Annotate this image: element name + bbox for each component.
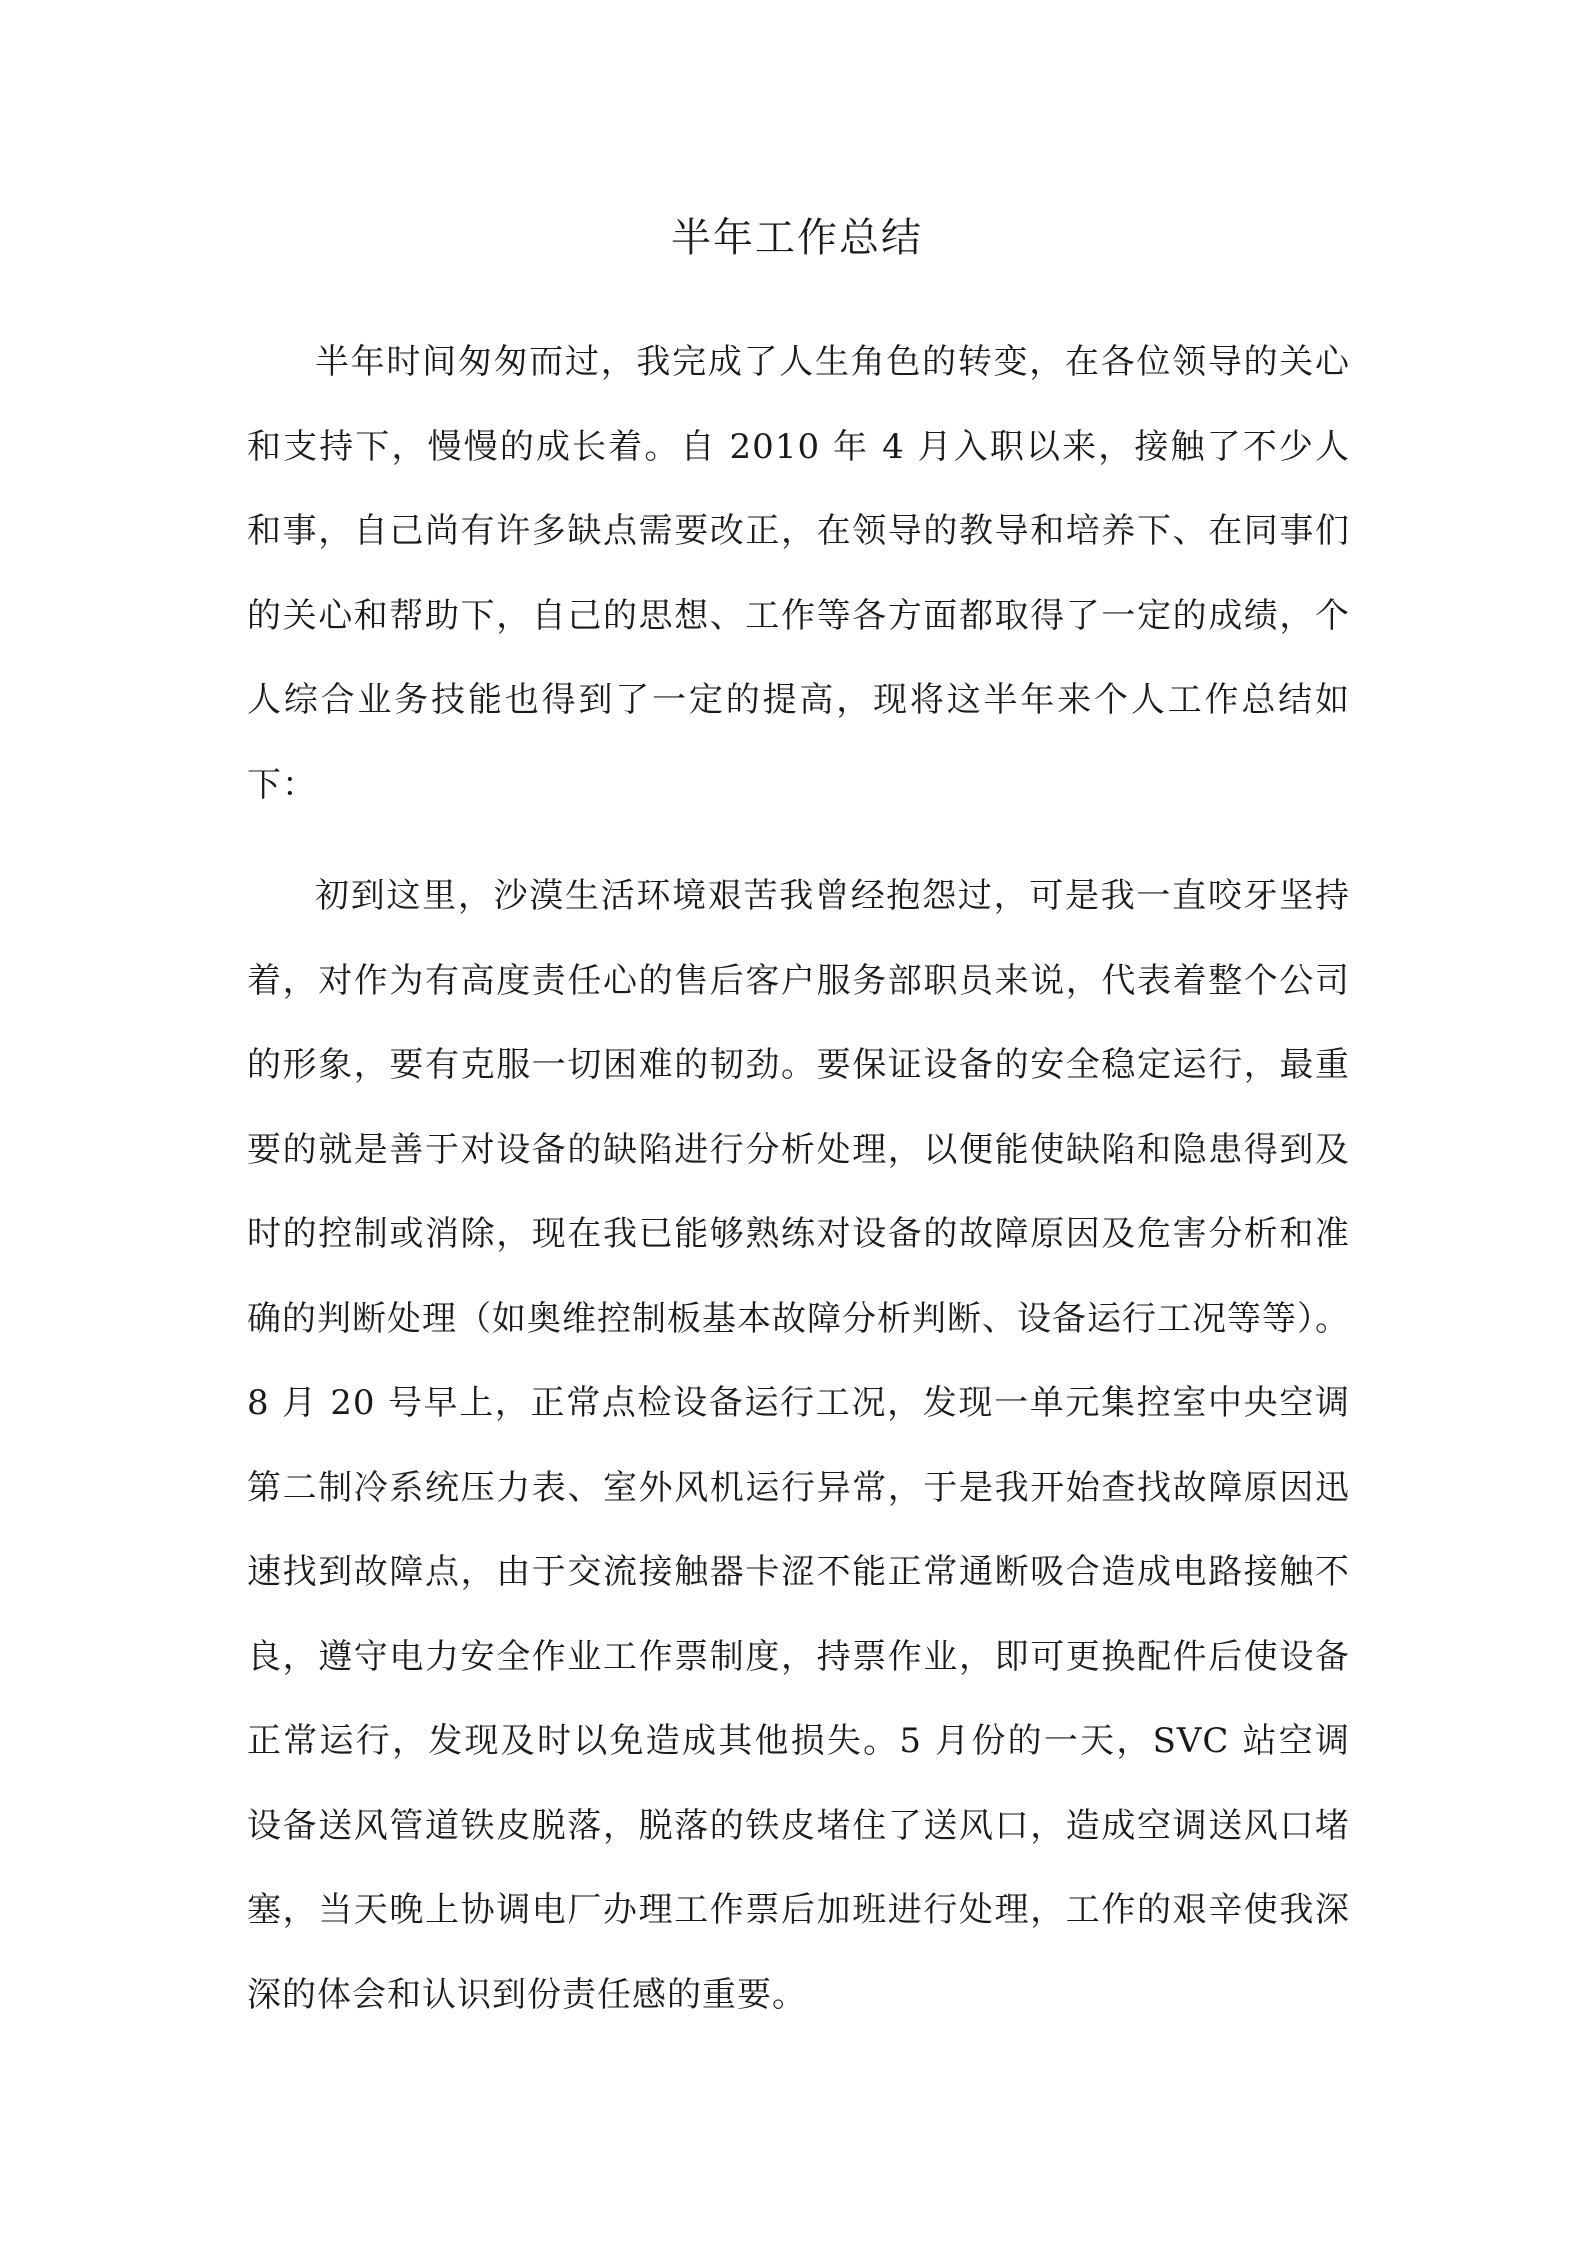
paragraph-intro: 半年时间匆匆而过，我完成了人生角色的转变，在各位领导的关心和支持下，慢慢的成长着。自 2010 年 4 月入职以来，接触了不少人和事，自己尚有许多缺点需要改正，在领导的教导和培养下、在同事们的关心和帮助下，自己的思想、工作等各方面都取得了一定的成绩，个人综合业务技能也得到了一定的提高，现将这半年来个人工作总结如下： — [247, 342, 1350, 805]
document-title: 半年工作总结 — [671, 215, 923, 261]
paragraph-work-experience: 初到这里，沙漠生活环境艰苦我曾经抱怨过，可是我一直咬牙坚持着，对作为有高度责任心的售后客户服务部职员来说，代表着整个公司的形象，要有克服一切困难的韧劲。要保证设备的安全稳定运行，最重要的就是善于对设备的缺陷进行分析处理，以便能使缺陷和隐患得到及时的控制或消除，现在我已能够熟练对设备的故障原因及危害分析和准确的判断处理（如奥维控制板基本故障分析判断、设备运行工况等等）。8 月 20 号早上，正常点检设备运行工况，发现一单元集控室中央空调第二制冷系统压力表、室外风机运行异常，于是我开始查找故障原因迅速找到故障点，由于交流接触器卡涩不能正常通断吸合造成电路接触不良，遵守电力安全作业工作票制度，持票作业，即可更换配件后使设备正常运行，发现及时以免造成其他损失。5 月份的一天，SVC 站空调设备送风管道铁皮脱落，脱落的铁皮堵住了送风口，造成空调送风口堵塞，当天晚上协调电厂办理工作票后加班进行处理，工作的艰辛使我深深的体会和认识到份责任感的重要。 — [247, 876, 1350, 2015]
